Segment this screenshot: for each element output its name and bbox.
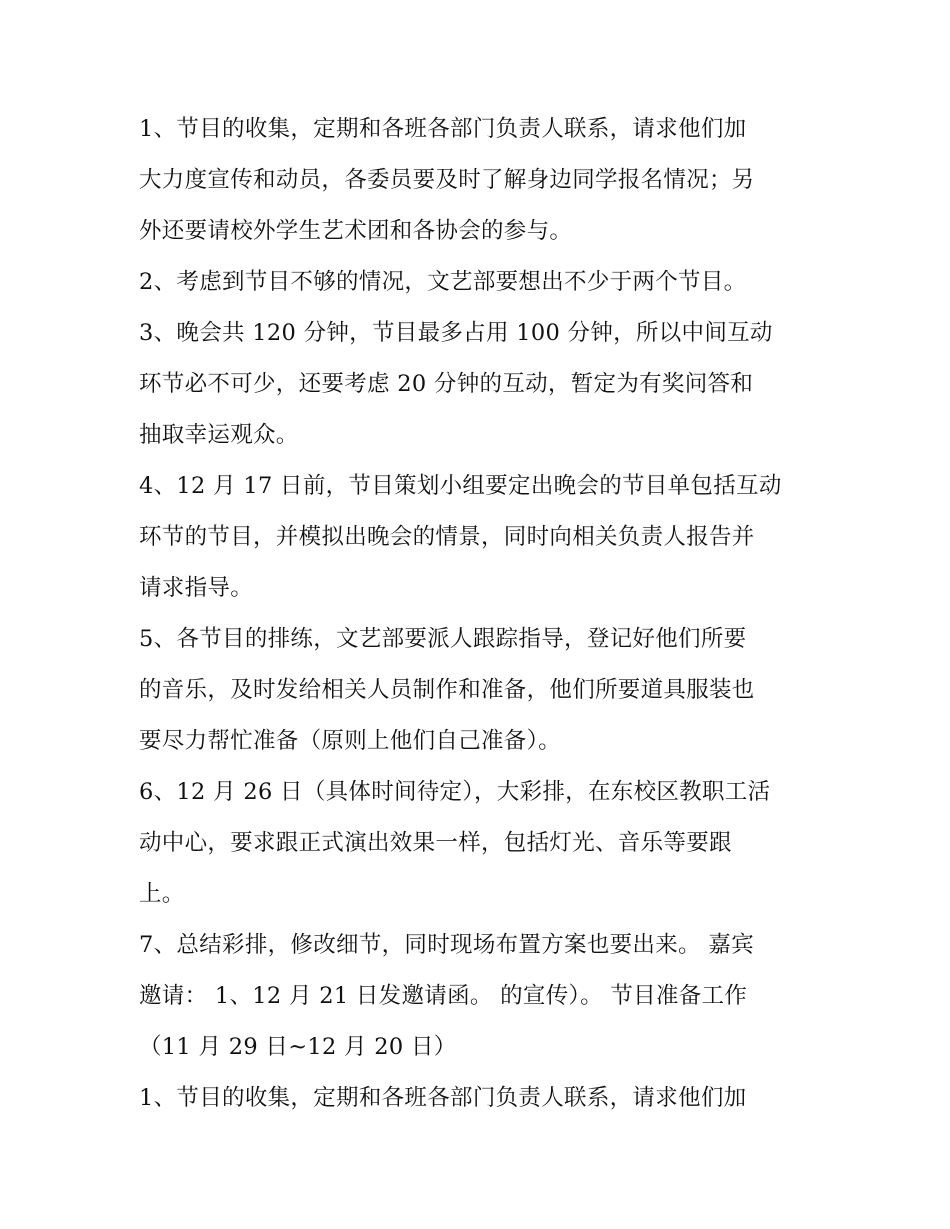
text-line: 4、12 月 17 日前，节目策划小组要定出晚会的节目单包括互动 bbox=[139, 473, 782, 499]
text-line: 邀请： 1、12 月 21 日发邀请函。 的宣传）。 节目准备工作 bbox=[139, 983, 748, 1009]
text-line: 要尽力帮忙准备（原则上他们自己准备）。 bbox=[139, 728, 561, 754]
text-line: 动中心，要求跟正式演出效果一样，包括灯光、音乐等要跟 bbox=[139, 830, 732, 856]
text-line: （11 月 29 日~12 月 20 日） bbox=[139, 1034, 457, 1060]
text-line: 上。 bbox=[139, 881, 185, 907]
text-line: 6、12 月 26 日（具体时间待定），大彩排，在东校区教职工活 bbox=[139, 779, 771, 805]
text-line: 外还要请校外学生艺术团和各协会的参与。 bbox=[139, 218, 573, 244]
text-line: 请求指导。 bbox=[139, 575, 254, 601]
body-text bbox=[139, 104, 819, 1124]
text-line: 1、节目的收集，定期和各班各部门负责人联系，请求他们加 bbox=[139, 1085, 747, 1111]
text-line: 环节必不可少，还要考虑 20 分钟的互动，暂定为有奖问答和 bbox=[139, 371, 754, 397]
text-line: 大力度宣传和动员，各委员要及时了解身边同学报名情况；另 bbox=[139, 167, 755, 193]
text-line: 抽取幸运观众。 bbox=[139, 422, 299, 448]
text-line: 3、晚会共 120 分钟，节目最多占用 100 分钟，所以中间互动 bbox=[139, 320, 773, 346]
text-line: 5、各节目的排练，文艺部要派人跟踪指导，登记好他们所要 bbox=[139, 626, 747, 652]
text-line: 的音乐，及时发给相关人员制作和准备，他们所要道具服装也 bbox=[139, 677, 755, 703]
text-line: 环节的节目，并模拟出晚会的情景，同时向相关负责人报告并 bbox=[139, 524, 755, 550]
text-line: 1、节目的收集，定期和各班各部门负责人联系，请求他们加 bbox=[139, 116, 747, 142]
text-line: 7、总结彩排，修改细节，同时现场布置方案也要出来。 嘉宾 bbox=[139, 932, 754, 958]
text-line: 2、考虑到节目不够的情况，文艺部要想出不少于两个节目。 bbox=[139, 269, 747, 295]
